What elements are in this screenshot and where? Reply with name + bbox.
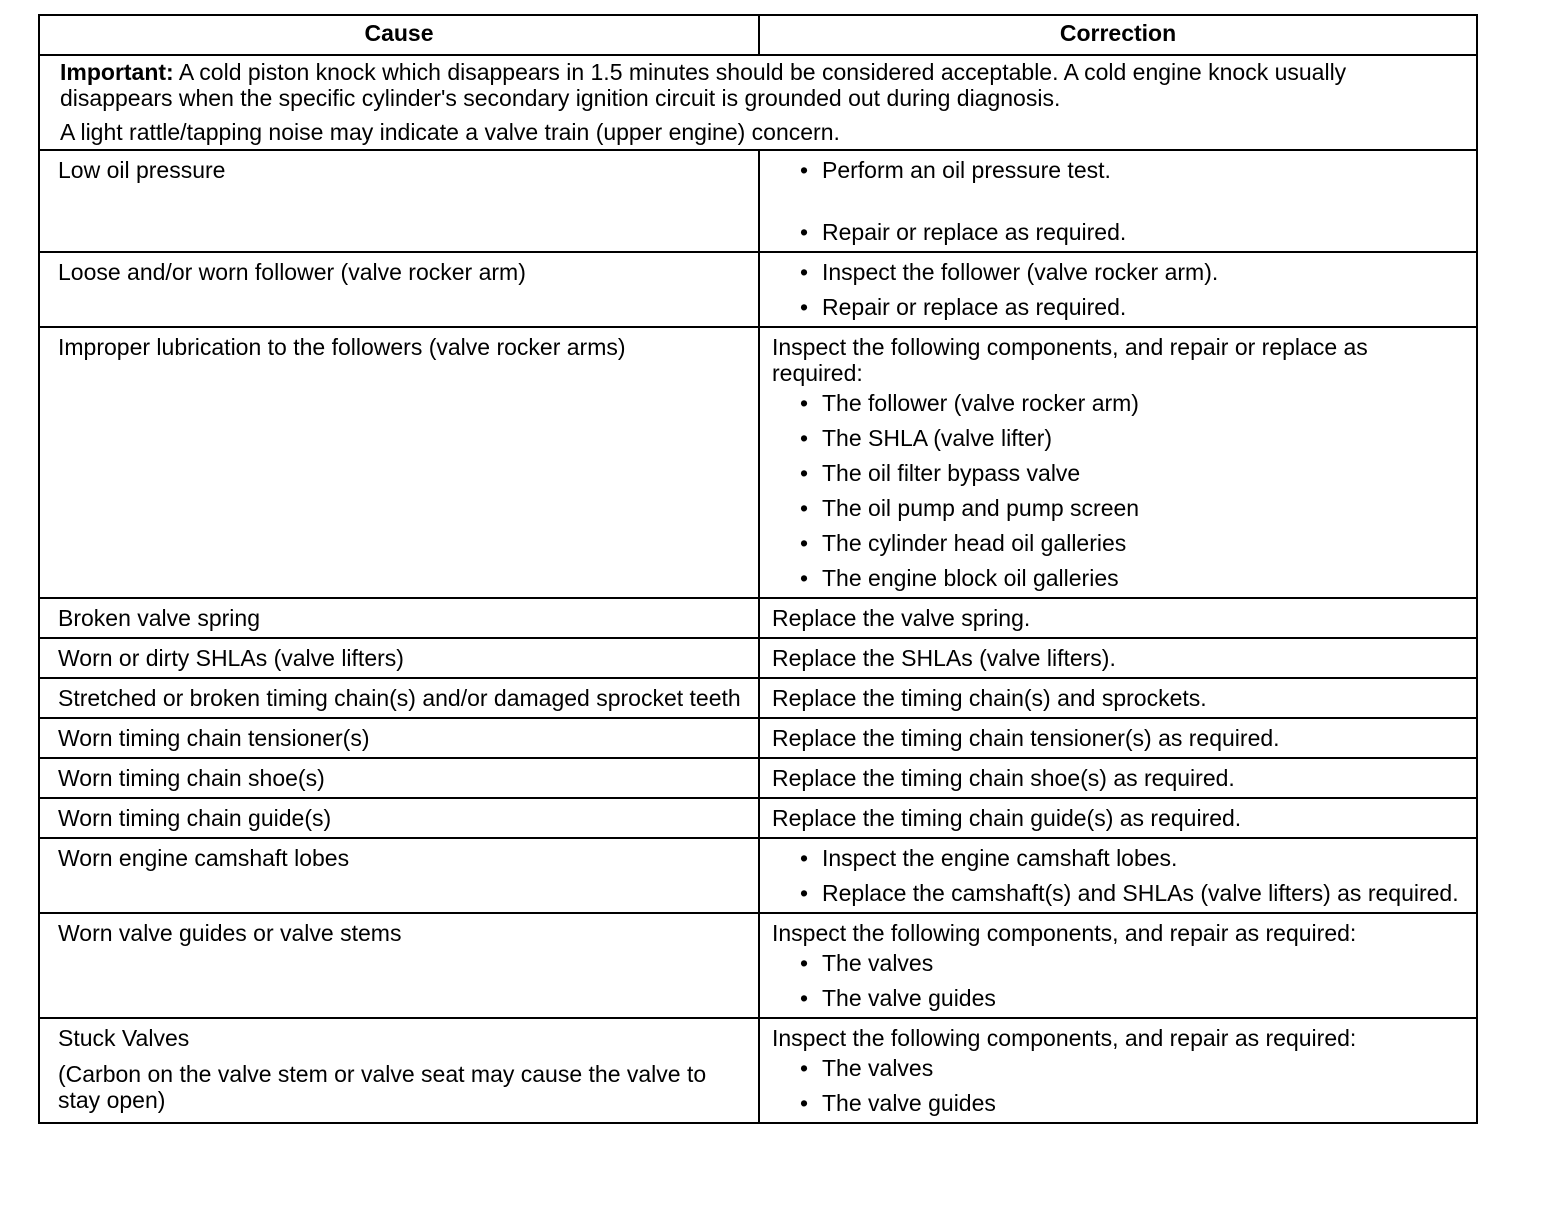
list-item: [800, 390, 1464, 416]
correction-cell: [759, 150, 1477, 252]
bullet-icon: •: [800, 157, 809, 183]
bullet-icon: •: [800, 390, 809, 416]
bullet-list: [772, 950, 1464, 1011]
cause-title: Stuck Valves: [58, 1025, 190, 1051]
important-note: [39, 55, 1477, 150]
list-item: [800, 460, 1464, 486]
list-item: [800, 880, 1464, 906]
correction-cell: Replace the valve spring.: [759, 598, 1477, 638]
table-row: [39, 1018, 1477, 1123]
note-label: Important:: [60, 59, 174, 85]
bullet-icon: •: [800, 425, 809, 451]
bullet-icon: •: [800, 460, 809, 486]
list-item-text: The oil filter bypass valve: [822, 460, 1081, 486]
list-item-text: The valve guides: [822, 985, 996, 1011]
table-row: [39, 327, 1477, 598]
correction-intro: Inspect the following components, and repair as required:: [772, 920, 1357, 946]
table-row: [39, 252, 1477, 327]
cause-cell: Worn timing chain tensioner(s): [39, 718, 759, 758]
list-item: [800, 845, 1464, 871]
diagnostic-table: [38, 14, 1478, 1124]
table-row: [39, 913, 1477, 1018]
cause-cell: Worn timing chain guide(s): [39, 798, 759, 838]
list-item: [800, 565, 1464, 591]
list-item: [800, 219, 1464, 245]
list-item-text: The oil pump and pump screen: [822, 495, 1140, 521]
cause-cell: Stretched or broken timing chain(s) and/or damaged sprocket teeth: [39, 678, 759, 718]
list-item: [800, 1055, 1464, 1081]
list-item-text: The cylinder head oil galleries: [822, 530, 1127, 556]
list-item: [800, 985, 1464, 1011]
bullet-icon: •: [800, 495, 809, 521]
list-item-text: The engine block oil galleries: [822, 565, 1119, 591]
cause-subtext: (Carbon on the valve stem or valve seat may cause the valve to stay open): [58, 1061, 707, 1113]
bullet-icon: •: [800, 219, 809, 245]
correction-intro: Inspect the following components, and repair as required:: [772, 1025, 1357, 1051]
list-item-text: Replace the camshaft(s) and SHLAs (valve lifters) as required.: [822, 880, 1459, 906]
correction-cell: [759, 913, 1477, 1018]
list-item: [800, 259, 1464, 285]
correction-column-header: Correction: [759, 15, 1477, 55]
list-item: [800, 425, 1464, 451]
bullet-icon: •: [800, 845, 809, 871]
note-paragraph: [60, 59, 1464, 111]
table-row: [39, 838, 1477, 913]
table-row: [39, 638, 1477, 678]
note-text-secondary: A light rattle/tapping noise may indicate a valve train (upper engine) concern.: [60, 119, 840, 145]
bullet-icon: •: [800, 259, 809, 285]
list-item-text: The valves: [822, 1055, 934, 1081]
header-row: [39, 15, 1477, 55]
table-row: [39, 678, 1477, 718]
bullet-icon: •: [800, 1055, 809, 1081]
cause-cell: Worn or dirty SHLAs (valve lifters): [39, 638, 759, 678]
correction-cell: Replace the timing chain guide(s) as required.: [759, 798, 1477, 838]
list-item-text: The valves: [822, 950, 934, 976]
cause-cell: Worn engine camshaft lobes: [39, 838, 759, 913]
cause-cell: Worn timing chain shoe(s): [39, 758, 759, 798]
bullet-icon: •: [800, 880, 809, 906]
table-row: [39, 758, 1477, 798]
correction-cell: [759, 838, 1477, 913]
correction-cell: Replace the timing chain shoe(s) as required.: [759, 758, 1477, 798]
important-note-row: [39, 55, 1477, 150]
list-item-text: Perform an oil pressure test.: [822, 157, 1111, 183]
list-item-text: Inspect the follower (valve rocker arm).: [822, 259, 1219, 285]
bullet-icon: •: [800, 950, 809, 976]
table-row: [39, 798, 1477, 838]
table-row: [39, 718, 1477, 758]
list-item-text: Repair or replace as required.: [822, 294, 1127, 320]
cause-cell: Broken valve spring: [39, 598, 759, 638]
note-text: A cold piston knock which disappears in 1.5 minutes should be considered acceptable. A cold engine knock usually disappears when the specific cylinder's secondary ignition circuit is grounded out during diagnosis.: [60, 59, 1347, 111]
correction-cell: Replace the timing chain(s) and sprockets.: [759, 678, 1477, 718]
correction-cell: [759, 1018, 1477, 1123]
cause-cell: Improper lubrication to the followers (valve rocker arms): [39, 327, 759, 598]
bullet-icon: •: [800, 1090, 809, 1116]
bullet-icon: •: [800, 530, 809, 556]
bullet-icon: •: [800, 294, 809, 320]
list-item-text: The valve guides: [822, 1090, 996, 1116]
cause-column-header: Cause: [39, 15, 759, 55]
bullet-icon: •: [800, 565, 809, 591]
list-item: [800, 530, 1464, 556]
correction-intro: Inspect the following components, and repair or replace as required:: [772, 334, 1368, 386]
list-item: [800, 950, 1464, 976]
correction-cell: Replace the SHLAs (valve lifters).: [759, 638, 1477, 678]
cause-cell: Worn valve guides or valve stems: [39, 913, 759, 1018]
list-item-text: The follower (valve rocker arm): [822, 390, 1139, 416]
bullet-icon: •: [800, 985, 809, 1011]
correction-cell: [759, 327, 1477, 598]
correction-cell: [759, 252, 1477, 327]
bullet-list: [772, 259, 1464, 320]
cause-cell: Loose and/or worn follower (valve rocker arm): [39, 252, 759, 327]
bullet-list: [772, 845, 1464, 906]
list-item: [800, 157, 1464, 183]
bullet-list: [772, 157, 1464, 245]
list-item-text: The SHLA (valve lifter): [822, 425, 1053, 451]
cause-cell: [39, 1018, 759, 1123]
bullet-list: [772, 390, 1464, 591]
list-item: [800, 1090, 1464, 1116]
table-row: [39, 150, 1477, 252]
table-row: [39, 598, 1477, 638]
list-item-text: Repair or replace as required.: [822, 219, 1127, 245]
correction-cell: Replace the timing chain tensioner(s) as required.: [759, 718, 1477, 758]
list-item: [800, 495, 1464, 521]
bullet-list: [772, 1055, 1464, 1116]
list-item-text: Inspect the engine camshaft lobes.: [822, 845, 1178, 871]
cause-cell: Low oil pressure: [39, 150, 759, 252]
list-item: [800, 294, 1464, 320]
